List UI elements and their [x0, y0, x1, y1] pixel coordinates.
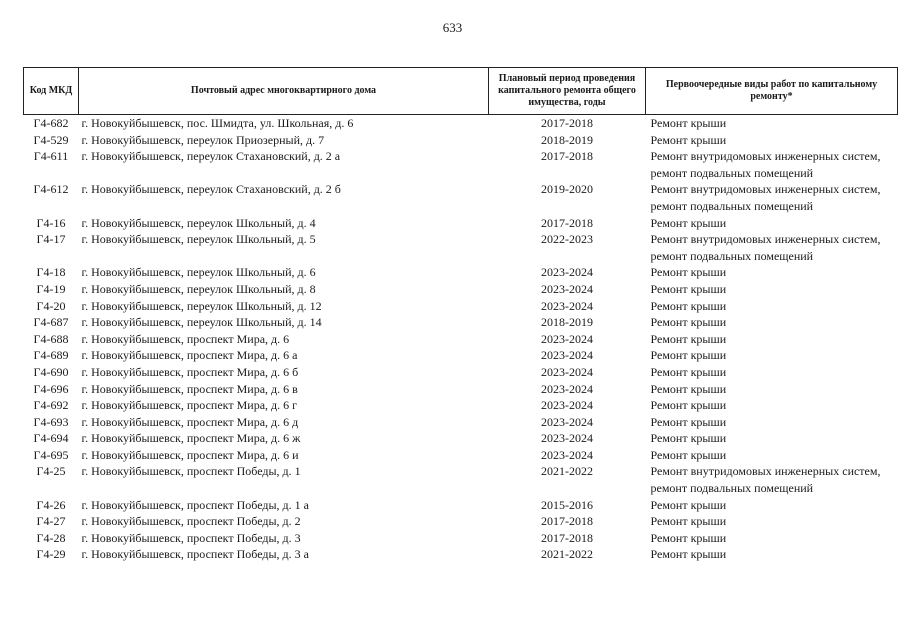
cell-period: 2022-2023 — [541, 232, 593, 247]
cell-work: Ремонт крыши — [650, 431, 727, 446]
cell-work: Ремонт внутридомовых инженерных систем, ремонт подвальных помещений — [650, 464, 881, 496]
cell-period: 2017-2018 — [541, 530, 593, 545]
cell-address: г. Новокуйбышевск, проспект Мира, д. 6 и — [81, 447, 299, 462]
table-row — [24, 181, 898, 214]
table-row — [24, 497, 898, 514]
cell-period: 2017-2018 — [541, 514, 593, 529]
cell-work: Ремонт внутридомовых инженерных систем, ремонт подвальных помещений — [650, 232, 881, 263]
table-row — [24, 298, 898, 315]
cell-address: г. Новокуйбышевск, переулок Школьный, д. 12 — [81, 298, 322, 313]
cell-period: 2023-2024 — [541, 281, 593, 296]
cell-work: Ремонт крыши — [650, 514, 727, 529]
cell-work: Ремонт крыши — [650, 281, 727, 296]
cell-code: Г4-696 — [33, 381, 69, 396]
table-row — [24, 447, 898, 464]
cell-work: Ремонт крыши — [650, 364, 727, 379]
table-row — [24, 331, 898, 348]
table-row — [24, 530, 898, 547]
cell-code: Г4-612 — [33, 182, 69, 197]
table-body — [24, 115, 898, 564]
cell-address: г. Новокуйбышевск, проспект Победы, д. 2 — [81, 514, 301, 529]
cell-period: 2023-2024 — [541, 431, 593, 446]
cell-work: Ремонт внутридомовых инженерных систем, ремонт подвальных помещений — [650, 149, 881, 180]
table-row — [24, 513, 898, 530]
cell-work: Ремонт крыши — [650, 315, 727, 330]
cell-code: Г4-19 — [36, 281, 66, 296]
cell-work: Ремонт крыши — [650, 414, 727, 429]
cell-address: г. Новокуйбышевск, проспект Мира, д. 6 в — [81, 381, 298, 396]
cell-address: г. Новокуйбышевск, проспект Победы, д. 3 а — [81, 547, 309, 562]
table-row — [24, 264, 898, 281]
cell-period: 2023-2024 — [541, 398, 593, 413]
cell-period: 2019-2020 — [541, 182, 593, 197]
table-row — [24, 148, 898, 181]
cell-code: Г4-695 — [33, 447, 69, 462]
cell-period: 2015-2016 — [541, 497, 593, 512]
cell-address: г. Новокуйбышевск, проспект Мира, д. 6 г — [81, 398, 298, 413]
cell-work: Ремонт крыши — [650, 547, 727, 562]
table-row — [24, 347, 898, 364]
cell-period: 2018-2019 — [541, 315, 593, 330]
cell-code: Г4-26 — [36, 497, 66, 512]
table-row — [24, 115, 898, 132]
cell-code: Г4-682 — [33, 116, 69, 130]
table-row — [24, 132, 898, 149]
cell-period: 2023-2024 — [541, 331, 593, 346]
cell-period: 2023-2024 — [541, 364, 593, 379]
cell-period: 2023-2024 — [541, 298, 593, 313]
table-row — [24, 364, 898, 381]
housing-repair-table-container — [23, 67, 897, 563]
page-number: 633 — [442, 20, 463, 35]
cell-work: Ремонт крыши — [650, 132, 727, 147]
cell-address: г. Новокуйбышевск, проспект Мира, д. 6 а — [81, 348, 298, 363]
table-row — [24, 414, 898, 431]
table-row — [24, 397, 898, 414]
cell-work: Ремонт крыши — [650, 447, 727, 462]
cell-code: Г4-18 — [36, 265, 66, 280]
cell-period: 2023-2024 — [541, 414, 593, 429]
cell-work: Ремонт крыши — [650, 215, 727, 230]
cell-code: Г4-529 — [33, 132, 69, 147]
cell-code: Г4-687 — [33, 315, 69, 330]
cell-work: Ремонт крыши — [650, 530, 727, 545]
table-row — [24, 546, 898, 563]
cell-code: Г4-693 — [33, 414, 69, 429]
table-row — [24, 430, 898, 447]
header-code: Код МКД — [24, 68, 79, 115]
cell-period: 2017-2018 — [541, 149, 593, 164]
table-row — [24, 281, 898, 298]
cell-work: Ремонт крыши — [650, 298, 727, 313]
cell-address: г. Новокуйбышевск, переулок Школьный, д. 4 — [81, 215, 316, 230]
cell-address: г. Новокуйбышевск, проспект Мира, д. 6 д — [81, 414, 299, 429]
cell-work: Ремонт крыши — [650, 265, 727, 280]
cell-code: Г4-29 — [36, 547, 66, 562]
cell-code: Г4-27 — [36, 514, 66, 529]
cell-code: Г4-690 — [33, 364, 69, 379]
cell-address: г. Новокуйбышевск, пос. Шмидта, ул. Школьная, д. 6 — [81, 116, 354, 130]
cell-period: 2023-2024 — [541, 447, 593, 462]
cell-period: 2023-2024 — [541, 348, 593, 363]
cell-work: Ремонт крыши — [650, 381, 727, 396]
cell-address: г. Новокуйбышевск, проспект Победы, д. 3 — [81, 530, 301, 545]
housing-repair-table — [23, 67, 898, 563]
table-row — [24, 463, 898, 496]
cell-code: Г4-25 — [36, 464, 66, 479]
cell-address: г. Новокуйбышевск, проспект Мира, д. 6 — [81, 331, 290, 346]
header-period: Плановый период проведения капитального ремонта общего имущества, годы — [489, 68, 646, 115]
table-row — [24, 215, 898, 232]
cell-work: Ремонт крыши — [650, 331, 727, 346]
cell-code: Г4-694 — [33, 431, 69, 446]
cell-work: Ремонт крыши — [650, 116, 727, 130]
cell-code: Г4-28 — [36, 530, 66, 545]
cell-address: г. Новокуйбышевск, переулок Школьный, д. 8 — [81, 281, 316, 296]
cell-code: Г4-611 — [33, 149, 69, 164]
cell-period: 2017-2018 — [541, 116, 593, 130]
cell-period: 2023-2024 — [541, 265, 593, 280]
cell-address: г. Новокуйбышевск, переулок Стахановский, д. 2 а — [81, 149, 341, 164]
cell-address: г. Новокуйбышевск, переулок Стахановский, д. 2 б — [81, 182, 341, 197]
cell-address: г. Новокуйбышевск, проспект Мира, д. 6 ж — [81, 431, 301, 446]
cell-code: Г4-688 — [33, 331, 69, 346]
cell-work: Ремонт крыши — [650, 348, 727, 363]
cell-address: г. Новокуйбышевск, переулок Школьный, д. 5 — [81, 232, 316, 247]
cell-address: г. Новокуйбышевск, проспект Победы, д. 1 — [81, 464, 301, 479]
table-header-row — [24, 68, 898, 115]
cell-code: Г4-689 — [33, 348, 69, 363]
table-row — [24, 314, 898, 331]
cell-code: Г4-16 — [36, 215, 66, 230]
table-row — [24, 381, 898, 398]
cell-address: г. Новокуйбышевск, проспект Мира, д. 6 б — [81, 364, 299, 379]
header-address: Почтовый адрес многоквартирного дома — [79, 68, 489, 115]
table-header — [24, 68, 898, 115]
cell-address: г. Новокуйбышевск, проспект Победы, д. 1 а — [81, 497, 309, 512]
cell-address: г. Новокуйбышевск, переулок Приозерный, д. 7 — [81, 132, 325, 147]
cell-period: 2021-2022 — [541, 464, 593, 479]
cell-code: Г4-20 — [36, 298, 66, 313]
cell-period: 2021-2022 — [541, 547, 593, 562]
cell-address: г. Новокуйбышевск, переулок Школьный, д. 6 — [81, 265, 316, 280]
cell-work: Ремонт внутридомовых инженерных систем, ремонт подвальных помещений — [650, 182, 881, 213]
table-row — [24, 231, 898, 264]
cell-work: Ремонт крыши — [650, 497, 727, 512]
header-work: Первоочередные виды работ по капитальному ремонту* — [646, 68, 898, 115]
cell-code: Г4-17 — [36, 232, 66, 247]
cell-period: 2023-2024 — [541, 381, 593, 396]
cell-code: Г4-692 — [33, 398, 69, 413]
cell-period: 2018-2019 — [541, 132, 593, 147]
cell-address: г. Новокуйбышевск, переулок Школьный, д. 14 — [81, 315, 322, 330]
cell-period: 2017-2018 — [541, 215, 593, 230]
cell-work: Ремонт крыши — [650, 398, 727, 413]
